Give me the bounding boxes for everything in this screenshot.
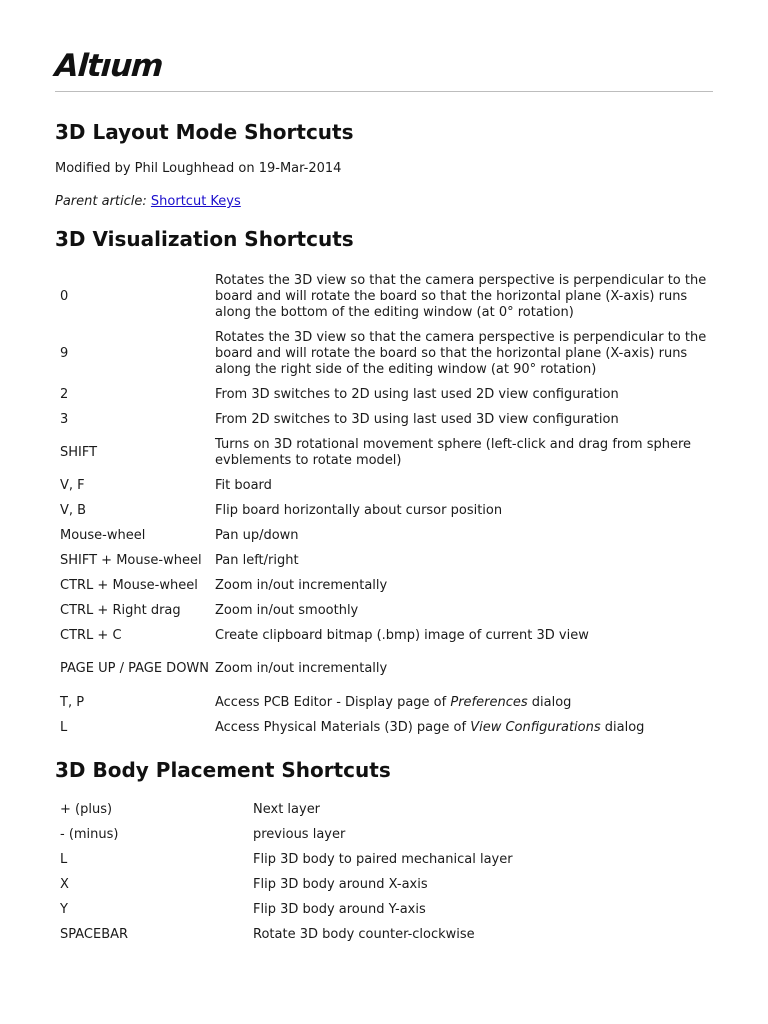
shortcut-key: L bbox=[60, 719, 68, 735]
parent-article bbox=[55, 194, 241, 209]
table-row bbox=[55, 797, 713, 822]
altium-logo: Altıum bbox=[53, 48, 164, 84]
body-placement-heading: 3D Body Placement Shortcuts bbox=[55, 758, 391, 782]
shortcut-action: Pan up/down bbox=[215, 527, 299, 543]
table-row bbox=[55, 548, 713, 573]
dialog-name: View Configurations bbox=[470, 719, 601, 735]
table-row bbox=[55, 573, 713, 598]
table-row bbox=[55, 473, 713, 498]
shortcut-key: Mouse-wheel bbox=[60, 527, 146, 543]
shortcut-action: Turns on 3D rotational movement sphere (left-click and drag from sphere evblements to rotate model) bbox=[215, 436, 692, 468]
table-row bbox=[55, 432, 713, 473]
table-row bbox=[55, 897, 713, 922]
shortcut-action: previous layer bbox=[253, 826, 346, 842]
table-row bbox=[55, 872, 713, 897]
table-row bbox=[55, 498, 713, 523]
shortcut-action: Rotate 3D body counter-clockwise bbox=[253, 926, 475, 942]
shortcut-key: CTRL + Right drag bbox=[60, 602, 181, 618]
table-row bbox=[55, 623, 713, 648]
parent-article-label: Parent article: bbox=[55, 194, 147, 209]
modified-info: Modified by Phil Loughhead on 19-Mar-2014 bbox=[55, 161, 342, 176]
shortcut-action: Rotates the 3D view so that the camera perspective is perpendicular to the board and will rotate the board so that the horizontal plane (X-axis) runs along the right side of the editing window (at 90° rotation) bbox=[215, 329, 707, 377]
visualization-heading: 3D Visualization Shortcuts bbox=[55, 227, 354, 251]
table-row bbox=[55, 715, 713, 740]
visualization-shortcuts-table bbox=[55, 268, 713, 740]
shortcut-action: Zoom in/out incrementally bbox=[215, 577, 388, 593]
shortcut-key: V, F bbox=[60, 477, 85, 493]
table-row bbox=[55, 598, 713, 623]
shortcut-key: L bbox=[60, 851, 68, 867]
shortcut-key: 3 bbox=[60, 411, 69, 427]
table-row bbox=[55, 847, 713, 872]
shortcut-action bbox=[210, 690, 713, 715]
shortcut-action: Flip 3D body around X-axis bbox=[253, 876, 428, 892]
shortcut-key: T, P bbox=[60, 694, 85, 710]
shortcut-action: From 3D switches to 2D using last used 2D view configuration bbox=[215, 386, 619, 402]
shortcut-key: - (minus) bbox=[60, 826, 119, 842]
shortcut-action: Pan left/right bbox=[215, 552, 299, 568]
shortcut-action: Flip 3D body to paired mechanical layer bbox=[253, 851, 513, 867]
shortcut-key: PAGE UP / PAGE DOWN bbox=[60, 661, 210, 676]
shortcut-action: Flip 3D body around Y-axis bbox=[253, 901, 426, 917]
shortcut-key: Y bbox=[60, 901, 68, 917]
table-row bbox=[55, 922, 713, 947]
table-row bbox=[55, 382, 713, 407]
shortcut-key: X bbox=[60, 876, 69, 892]
shortcut-key: 9 bbox=[60, 345, 69, 361]
table-row bbox=[55, 523, 713, 548]
shortcut-key: CTRL + C bbox=[60, 627, 122, 643]
shortcut-action bbox=[210, 715, 713, 740]
shortcut-action: Fit board bbox=[215, 477, 272, 493]
shortcut-action: Rotates the 3D view so that the camera perspective is perpendicular to the board and will rotate the board so that the horizontal plane (X-axis) runs along the bottom of the editing window (at 0° rotation) bbox=[215, 272, 707, 320]
shortcut-action: Flip board horizontally about cursor position bbox=[215, 502, 503, 518]
shortcut-key: SHIFT + Mouse-wheel bbox=[60, 552, 202, 568]
shortcut-action: From 2D switches to 3D using last used 3D view configuration bbox=[215, 411, 619, 427]
table-row bbox=[55, 690, 713, 715]
shortcut-action: Zoom in/out smoothly bbox=[215, 602, 359, 618]
table-row bbox=[55, 648, 713, 690]
body-placement-shortcuts-table bbox=[55, 797, 713, 947]
shortcut-key: 0 bbox=[60, 288, 69, 304]
action-text: dialog bbox=[527, 694, 572, 710]
table-row bbox=[55, 407, 713, 432]
action-text: Access PCB Editor - Display page of bbox=[215, 694, 451, 710]
parent-article-link[interactable]: Shortcut Keys bbox=[150, 194, 241, 209]
shortcut-key: 2 bbox=[60, 386, 69, 402]
shortcut-action: Create clipboard bitmap (.bmp) image of current 3D view bbox=[215, 627, 589, 643]
action-text: Access Physical Materials (3D) page of bbox=[215, 719, 471, 735]
shortcut-key: CTRL + Mouse-wheel bbox=[60, 577, 198, 593]
shortcut-key: SPACEBAR bbox=[60, 926, 129, 942]
shortcut-key: + (plus) bbox=[60, 801, 113, 817]
shortcut-key: SHIFT bbox=[60, 444, 98, 460]
shortcut-action: Next layer bbox=[253, 801, 321, 817]
page-title: 3D Layout Mode Shortcuts bbox=[55, 120, 354, 144]
table-row bbox=[55, 822, 713, 847]
header-divider bbox=[55, 91, 713, 92]
action-text: dialog bbox=[600, 719, 645, 735]
shortcut-key: V, B bbox=[60, 502, 87, 518]
table-row bbox=[55, 325, 713, 382]
table-row bbox=[55, 268, 713, 325]
dialog-name: Preferences bbox=[450, 694, 528, 710]
shortcut-action: Zoom in/out incrementally bbox=[215, 661, 388, 676]
